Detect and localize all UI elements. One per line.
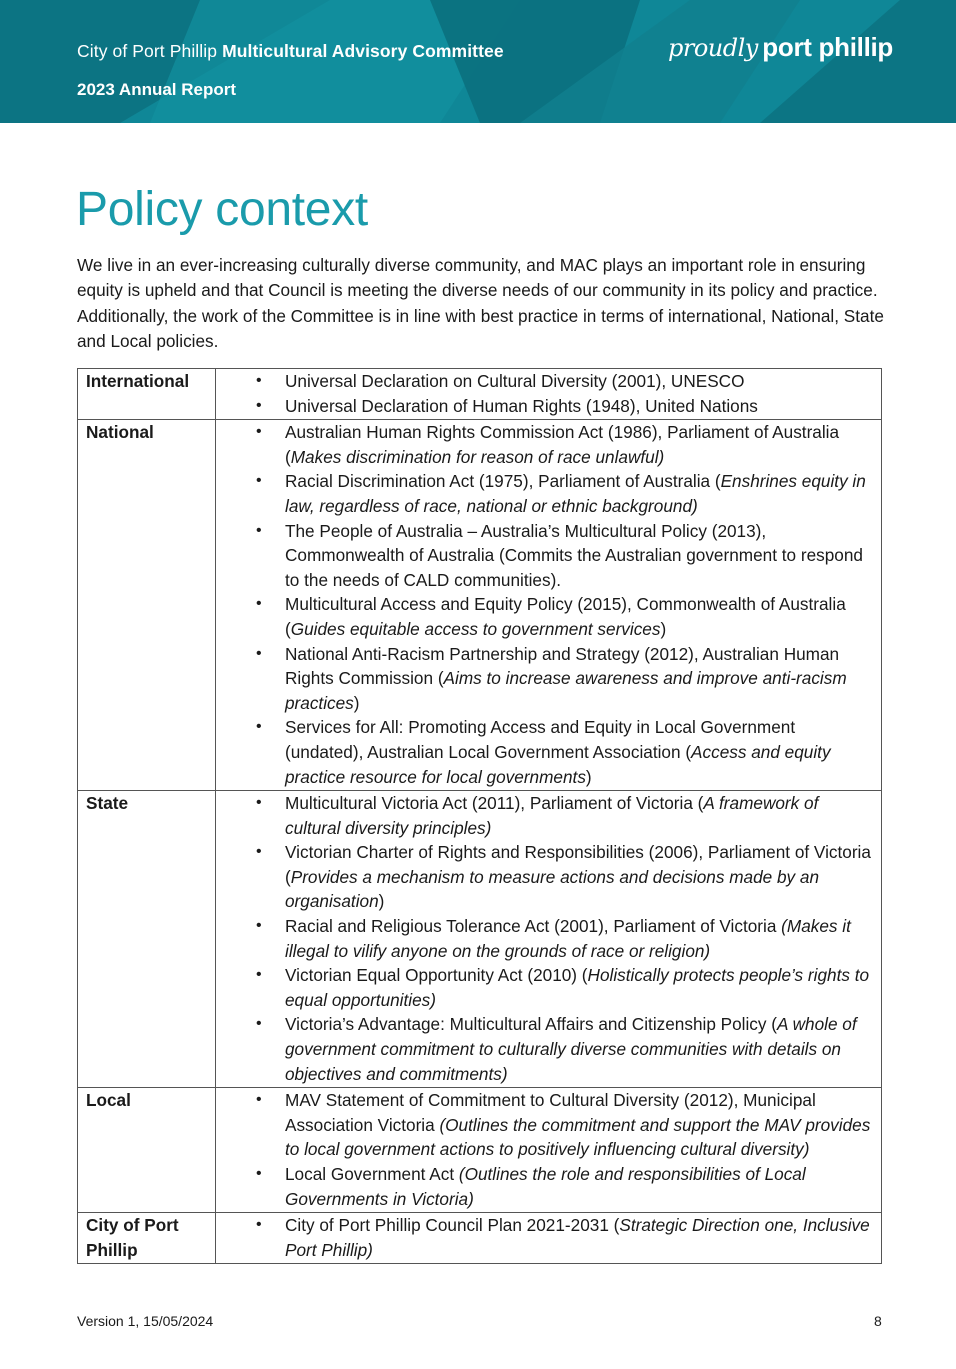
policy-list-item bbox=[216, 1012, 877, 1086]
policy-name: City of Port Phillip Council Plan 2021-2031 ( bbox=[285, 1215, 620, 1236]
policy-level-label: International bbox=[86, 371, 190, 391]
version-footer: Version 1, 15/05/2024 bbox=[77, 1313, 214, 1329]
policy-description: Enshrines equity in law, regardless of race, national or ethnic background) bbox=[285, 471, 866, 516]
policy-list-item bbox=[216, 1162, 877, 1211]
policy-name: Multicultural Access and Equity Policy (2015), Commonwealth of Australia ( bbox=[285, 594, 846, 639]
policy-list-item bbox=[216, 642, 877, 716]
policy-level-cell bbox=[78, 1088, 216, 1213]
policy-list-item bbox=[216, 592, 877, 641]
policy-name: The People of Australia – Australia’s Multicultural Policy (2013), Commonwealth of Australia (Commits the Australian government to respond to the needs of CALD communities). bbox=[285, 520, 863, 590]
header-banner bbox=[0, 0, 956, 123]
policy-description: (Makes it illegal to vilify anyone on the grounds of race or religion) bbox=[285, 916, 851, 961]
policy-name: National Anti-Racism Partnership and Strategy (2012), Australian Human Rights Commission ( bbox=[285, 643, 840, 689]
policy-name: Universal Declaration on Cultural Diversity (2001), UNESCO bbox=[285, 371, 745, 391]
intro-paragraph: We live in an ever-increasing culturally diverse community, and MAC plays an important role in ensuring equity is upheld and that Council is meeting the diverse needs of our community in its policy and practice. Additionally, the work of the Committee is in line with best practice in terms of international, National, State and Local policies. bbox=[77, 255, 884, 351]
policy-level-cell bbox=[78, 791, 216, 1088]
policy-items-cell bbox=[216, 1213, 882, 1264]
policy-list-item bbox=[216, 1088, 877, 1162]
policy-level-cell bbox=[78, 369, 216, 420]
policy-list-item bbox=[216, 914, 877, 963]
policy-name: Multicultural Victoria Act (2011), Parliament of Victoria ( bbox=[285, 793, 704, 814]
policy-list-item bbox=[216, 963, 877, 1012]
policy-name: Victorian Equal Opportunity Act (2010) ( bbox=[285, 965, 588, 986]
policy-row bbox=[78, 369, 882, 420]
policy-description: (Outlines the commitment and support the MAV provides to local government actions to positively influencing cultural diversity) bbox=[285, 1114, 871, 1160]
policy-list-item bbox=[216, 1213, 877, 1262]
policy-description: Holistically protects people’s rights to equal opportunities) bbox=[285, 965, 870, 1010]
policy-list-item bbox=[216, 840, 877, 914]
page-title: Policy context bbox=[76, 183, 368, 236]
org-name: City of Port Phillip bbox=[77, 41, 218, 61]
policy-text-tail: ) bbox=[378, 891, 385, 912]
page-number: 8 bbox=[874, 1313, 882, 1329]
policy-list bbox=[216, 420, 877, 789]
policy-list bbox=[216, 1088, 877, 1211]
policy-items-cell bbox=[216, 369, 882, 420]
policy-list-item bbox=[216, 369, 877, 394]
policy-table-body bbox=[78, 369, 882, 1264]
policy-name: Racial and Religious Tolerance Act (2001), Parliament of Victoria bbox=[285, 916, 782, 937]
policy-name: Victorian Charter of Rights and Responsibilities (2006), Parliament of Victoria ( bbox=[285, 842, 871, 887]
policy-name: Universal Declaration of Human Rights (1948), United Nations bbox=[285, 395, 758, 416]
policy-items-cell bbox=[216, 420, 882, 791]
report-name: 2023 Annual Report bbox=[77, 80, 237, 99]
policy-description: Strategic Direction one, Inclusive Port Phillip) bbox=[285, 1215, 870, 1260]
logo-script-text: proudly bbox=[668, 34, 758, 62]
policy-list-item bbox=[216, 420, 877, 469]
policy-name: Services for All: Promoting Access and Equity in Local Government (undated), Australian Local Government Association ( bbox=[285, 717, 796, 762]
policy-level-label: Local bbox=[86, 1090, 131, 1111]
policy-text-tail: ) bbox=[660, 618, 667, 639]
policy-description: A whole of government commitment to culturally diverse communities with details on objectives and commitments) bbox=[285, 1014, 857, 1084]
policy-level-cell bbox=[78, 420, 216, 791]
policy-list bbox=[216, 369, 877, 418]
policy-name: Local Government Act bbox=[285, 1164, 459, 1184]
policy-level-cell bbox=[78, 1213, 216, 1264]
policy-level-label: City of Port Phillip bbox=[86, 1215, 179, 1260]
policy-list-item bbox=[216, 394, 877, 419]
policy-description: Provides a mechanism to measure actions and decisions made by an organisation bbox=[285, 866, 820, 912]
policy-name: Racial Discrimination Act (1975), Parliament of Australia ( bbox=[285, 471, 721, 492]
banner-org-title bbox=[77, 41, 504, 62]
policy-description: Makes discrimination for reason of race unlawful) bbox=[290, 446, 665, 467]
policy-name: Victoria’s Advantage: Multicultural Affairs and Citizenship Policy ( bbox=[285, 1014, 777, 1035]
policy-row bbox=[78, 1213, 882, 1264]
policy-list-item bbox=[216, 519, 877, 593]
policy-description: Access and equity practice resource for local governments bbox=[285, 741, 831, 787]
logo-bold-text: port phillip bbox=[762, 32, 894, 62]
policy-list-item bbox=[216, 469, 877, 518]
policy-row bbox=[78, 1088, 882, 1213]
policy-name: MAV Statement of Commitment to Cultural Diversity (2012), Municipal Association Victoria bbox=[285, 1090, 816, 1135]
policy-list bbox=[216, 1213, 877, 1262]
policy-row bbox=[78, 791, 882, 1088]
policy-items-cell bbox=[216, 1088, 882, 1213]
policy-list bbox=[216, 791, 877, 1086]
committee-name: Multicultural Advisory Committee bbox=[222, 41, 504, 61]
policy-level-label: National bbox=[86, 422, 154, 443]
policy-row bbox=[78, 420, 882, 791]
policy-text-tail: ) bbox=[353, 692, 360, 713]
policy-description: (Outlines the role and responsibilities of Local Governments in Victoria) bbox=[285, 1164, 806, 1209]
policy-level-label: State bbox=[86, 793, 129, 814]
policy-name: Australian Human Rights Commission Act (1986), Parliament of Australia ( bbox=[285, 422, 840, 467]
policy-description: Guides equitable access to government services bbox=[290, 618, 661, 639]
policy-items-cell bbox=[216, 791, 882, 1088]
policy-description: A framework of cultural diversity principles) bbox=[285, 793, 819, 838]
policy-list-item bbox=[216, 791, 877, 840]
proudly-port-phillip-logo bbox=[668, 32, 893, 63]
policy-text-tail: ) bbox=[585, 766, 592, 787]
policy-table bbox=[77, 368, 882, 1264]
policy-description: Aims to increase awareness and improve anti-racism practices bbox=[285, 668, 847, 713]
policy-list-item bbox=[216, 715, 877, 789]
